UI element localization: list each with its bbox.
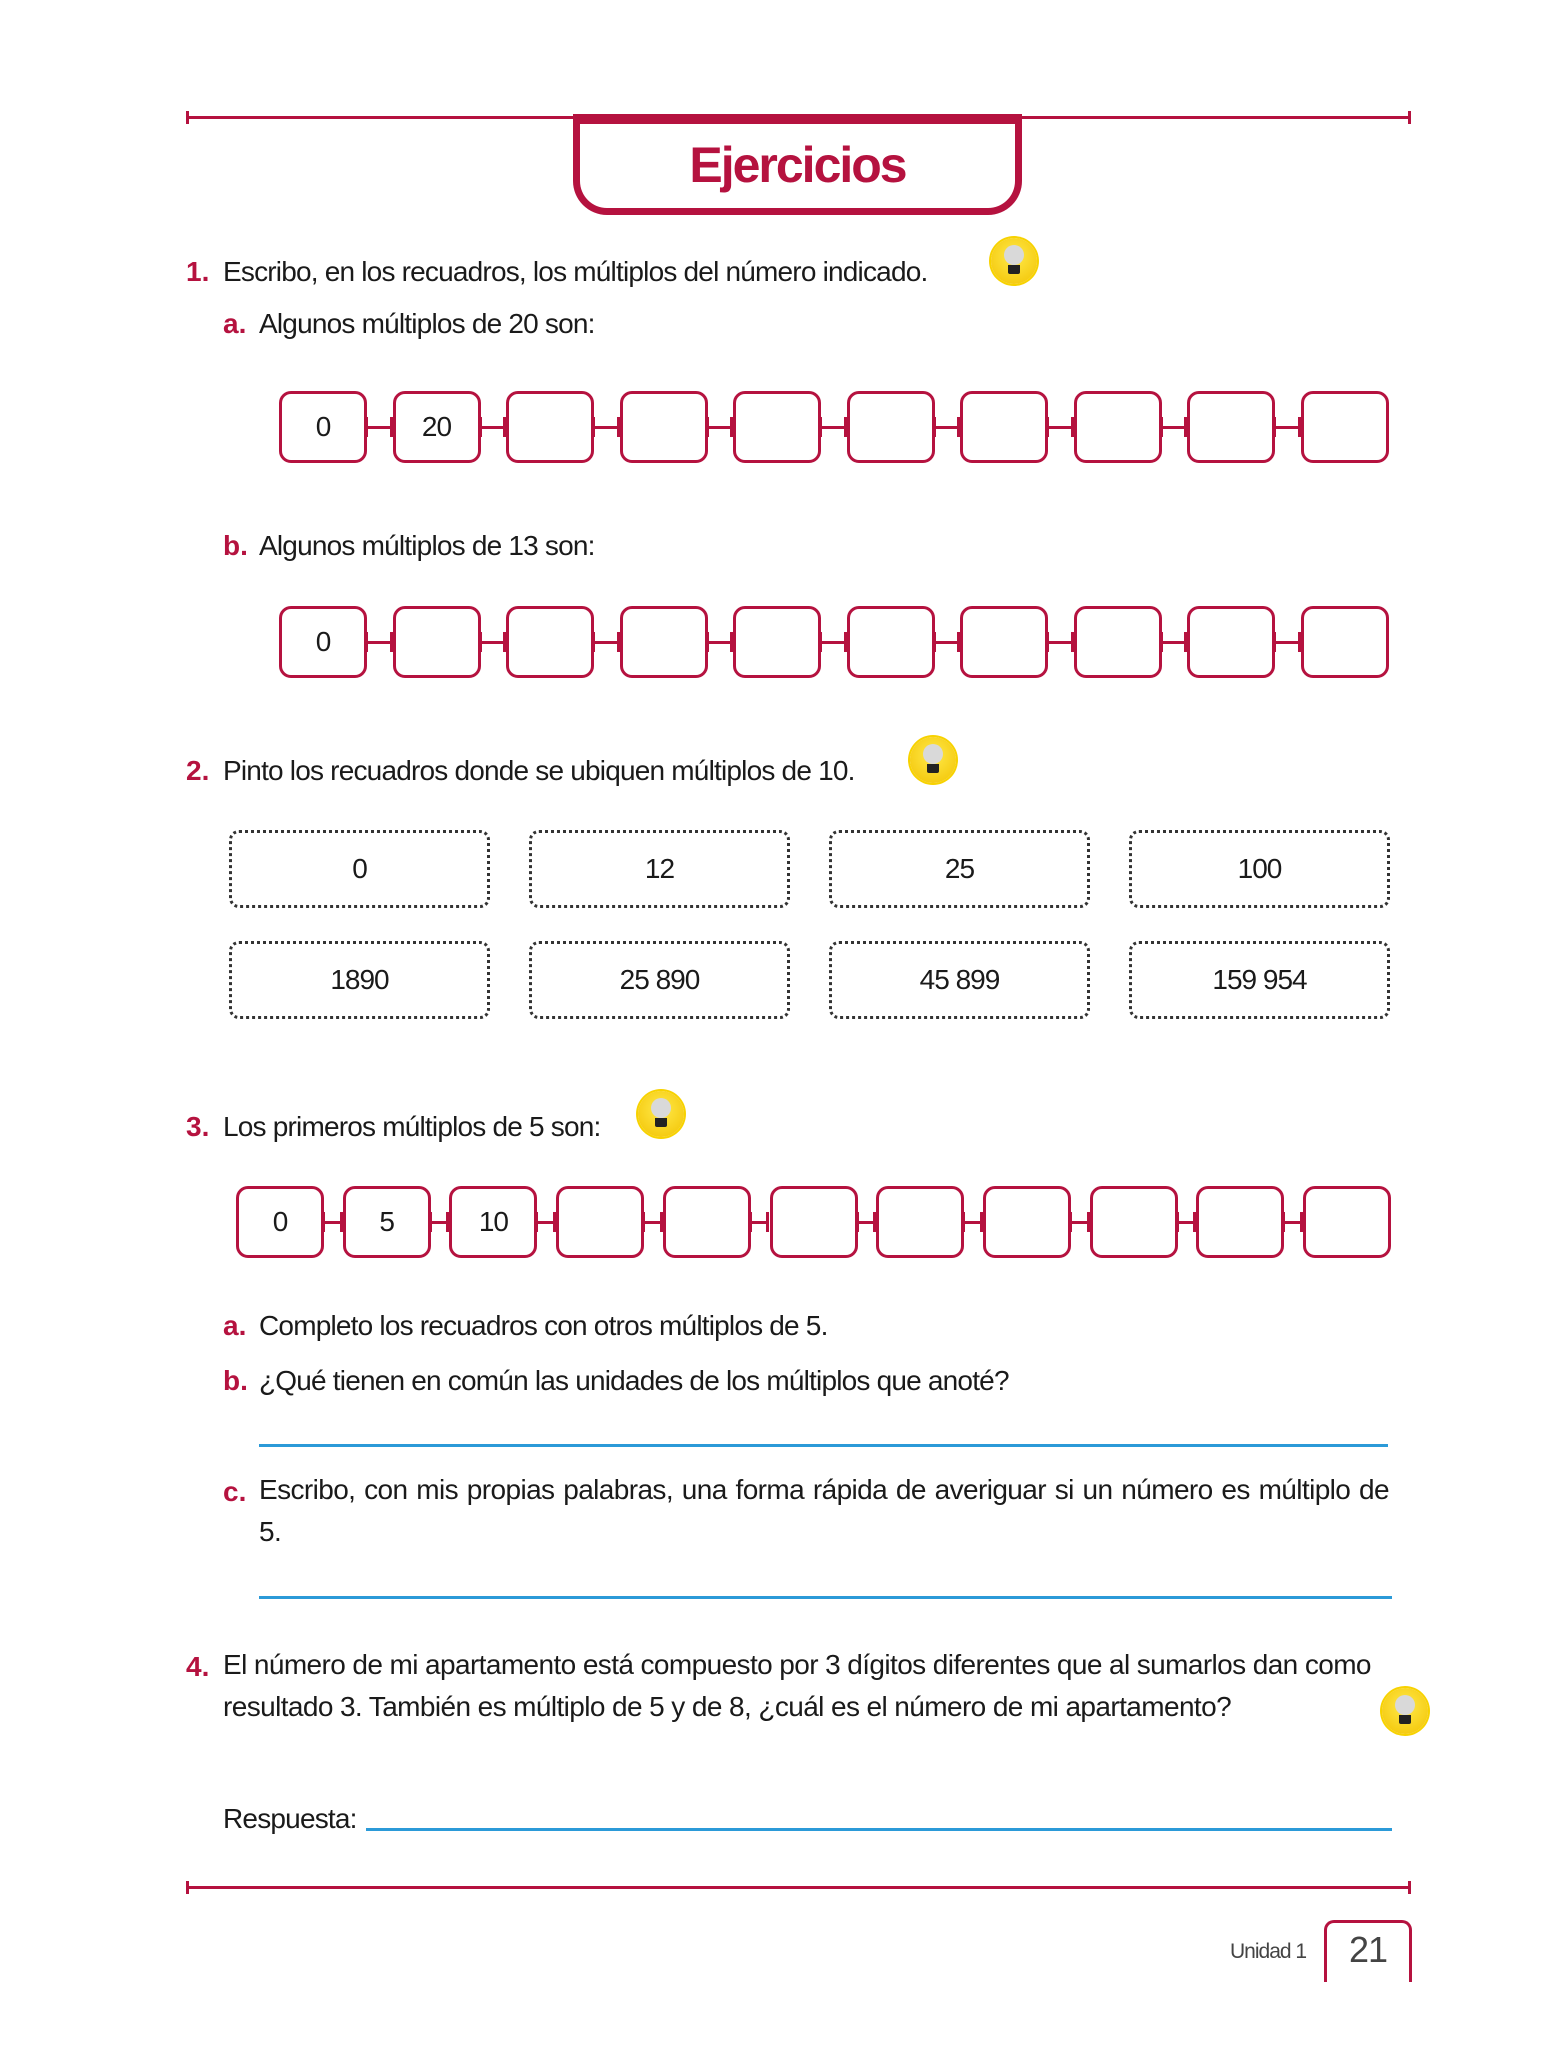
chain-connector xyxy=(1046,426,1074,429)
multiple-box[interactable] xyxy=(1301,606,1389,678)
chain-connector xyxy=(962,1221,983,1224)
multiple-box[interactable] xyxy=(1303,1186,1391,1258)
chain-connector xyxy=(479,641,507,644)
multiple-box[interactable] xyxy=(770,1186,858,1258)
number-cell[interactable]: 100 xyxy=(1129,830,1390,908)
chain-connector xyxy=(933,426,961,429)
unit-label: Unidad 1 xyxy=(1230,1940,1307,1963)
q3c-text: Escribo, con mis propias palabras, una forma rápida de averiguar si un número es múltiplo de 5. xyxy=(259,1474,1389,1547)
multiple-box[interactable] xyxy=(1090,1186,1178,1258)
multiple-box[interactable] xyxy=(1074,391,1162,463)
multiples-of-13-chain xyxy=(279,606,1389,680)
chain-connector xyxy=(1160,426,1188,429)
multiples-of-5-chain xyxy=(236,1186,1391,1260)
chain-connector xyxy=(1069,1221,1090,1224)
chain-connector xyxy=(1160,641,1188,644)
multiple-box[interactable] xyxy=(1301,391,1389,463)
multiple-box[interactable] xyxy=(556,1186,644,1258)
q4-text: El número de mi apartamento está compuesto por 3 dígitos diferentes que al sumarlos dan como resultado 3. También es múltiplo de 5 y de 8, ¿cuál es el número de mi apartamento? xyxy=(223,1649,1371,1722)
number-cell[interactable]: 25 xyxy=(829,830,1090,908)
chain-connector xyxy=(933,641,961,644)
chain-connector xyxy=(592,426,620,429)
multiple-box[interactable]: 5 xyxy=(343,1186,431,1258)
q3c-answer-line[interactable] xyxy=(259,1596,1392,1599)
q3-text: Los primeros múltiplos de 5 son: xyxy=(223,1111,601,1142)
q3b-letter: b. xyxy=(223,1365,248,1396)
number-cell[interactable]: 1890 xyxy=(229,941,490,1019)
q3b-text: ¿Qué tienen en común las unidades de los múltiplos que anoté? xyxy=(259,1365,1009,1396)
multiple-box[interactable] xyxy=(620,606,708,678)
number-cell[interactable]: 25 890 xyxy=(529,941,790,1019)
q4-number: 4. xyxy=(186,1651,210,1682)
page-number: 21 xyxy=(1324,1920,1412,1982)
multiple-box[interactable]: 0 xyxy=(236,1186,324,1258)
multiple-box[interactable]: 0 xyxy=(279,606,367,678)
multiple-box[interactable] xyxy=(393,606,481,678)
q1a-letter: a. xyxy=(223,308,247,339)
bottom-rule xyxy=(186,1886,1411,1889)
multiple-box[interactable] xyxy=(1074,606,1162,678)
chain-connector xyxy=(535,1221,556,1224)
lightbulb-icon xyxy=(638,1091,684,1137)
chain-connector xyxy=(706,641,734,644)
multiple-box[interactable] xyxy=(876,1186,964,1258)
chain-connector xyxy=(1273,426,1301,429)
chain-connector xyxy=(819,426,847,429)
multiple-box[interactable] xyxy=(663,1186,751,1258)
multiple-box[interactable] xyxy=(506,391,594,463)
section-title: Ejercicios xyxy=(689,137,906,193)
multiple-box[interactable] xyxy=(620,391,708,463)
number-cell[interactable]: 0 xyxy=(229,830,490,908)
q1b-text: Algunos múltiplos de 13 son: xyxy=(259,530,595,561)
multiples-of-20-chain xyxy=(279,391,1389,465)
multiple-box[interactable] xyxy=(847,391,935,463)
chain-connector xyxy=(429,1221,450,1224)
multiple-box[interactable]: 20 xyxy=(393,391,481,463)
q2-number: 2. xyxy=(186,755,210,786)
q3c-letter: c. xyxy=(223,1476,247,1507)
number-cell[interactable]: 159 954 xyxy=(1129,941,1390,1019)
q3a-letter: a. xyxy=(223,1310,247,1341)
chain-connector xyxy=(592,641,620,644)
lightbulb-icon xyxy=(991,238,1037,284)
q1-text: Escribo, en los recuadros, los múltiplos del número indicado. xyxy=(223,256,928,287)
q1b-letter: b. xyxy=(223,530,248,561)
number-cell[interactable]: 45 899 xyxy=(829,941,1090,1019)
q2-text: Pinto los recuadros donde se ubiquen múltiplos de 10. xyxy=(223,755,855,786)
chain-connector xyxy=(365,641,393,644)
multiple-box[interactable] xyxy=(983,1186,1071,1258)
multiple-box[interactable] xyxy=(1196,1186,1284,1258)
chain-connector xyxy=(749,1221,770,1224)
chain-connector xyxy=(479,426,507,429)
chain-connector xyxy=(322,1221,343,1224)
number-cell[interactable]: 12 xyxy=(529,830,790,908)
section-title-tab xyxy=(573,114,1022,215)
q3a-text: Completo los recuadros con otros múltiplos de 5. xyxy=(259,1310,828,1341)
multiple-box[interactable] xyxy=(960,606,1048,678)
chain-connector xyxy=(856,1221,877,1224)
chain-connector xyxy=(365,426,393,429)
q1-number: 1. xyxy=(186,256,210,287)
multiple-box[interactable] xyxy=(847,606,935,678)
multiple-box[interactable] xyxy=(506,606,594,678)
chain-connector xyxy=(706,426,734,429)
multiple-box[interactable] xyxy=(1187,606,1275,678)
chain-connector xyxy=(1282,1221,1303,1224)
chain-connector xyxy=(1046,641,1074,644)
chain-connector xyxy=(642,1221,663,1224)
multiple-box[interactable] xyxy=(733,391,821,463)
lightbulb-icon xyxy=(1382,1688,1428,1734)
multiple-box[interactable]: 10 xyxy=(449,1186,537,1258)
multiple-box[interactable]: 0 xyxy=(279,391,367,463)
lightbulb-icon xyxy=(910,737,956,783)
chain-connector xyxy=(819,641,847,644)
q1a-text: Algunos múltiplos de 20 son: xyxy=(259,308,595,339)
multiple-box[interactable] xyxy=(1187,391,1275,463)
chain-connector xyxy=(1273,641,1301,644)
multiple-box[interactable] xyxy=(733,606,821,678)
multiple-box[interactable] xyxy=(960,391,1048,463)
q3-number: 3. xyxy=(186,1111,210,1142)
q3b-answer-line[interactable] xyxy=(259,1444,1388,1447)
answer-line[interactable] xyxy=(366,1828,1392,1831)
chain-connector xyxy=(1176,1221,1197,1224)
answer-label: Respuesta: xyxy=(223,1803,357,1834)
